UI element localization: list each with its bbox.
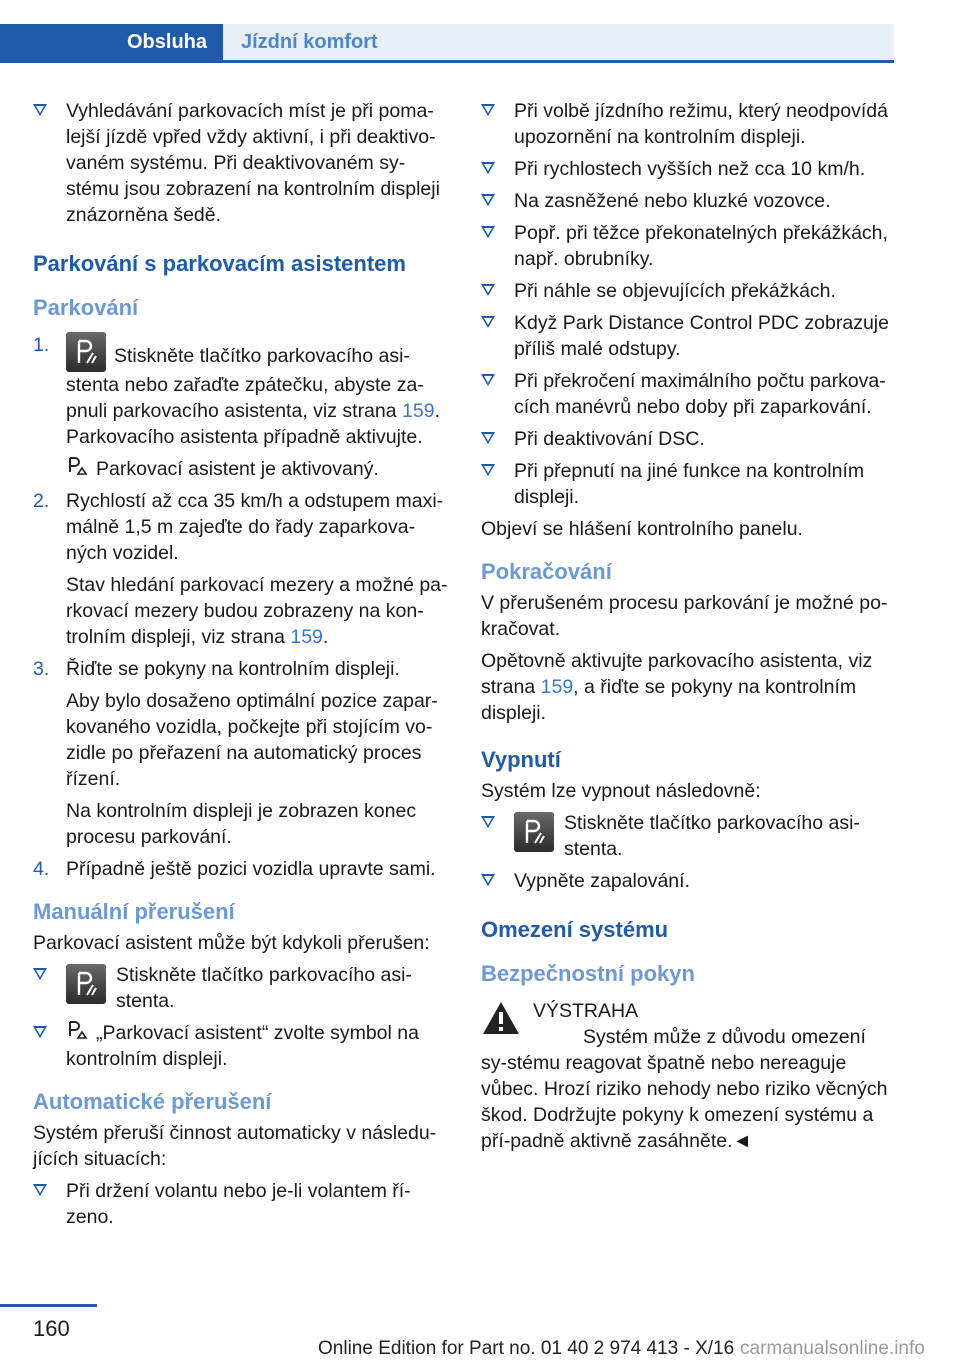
bullet-triangle-icon [481, 816, 495, 828]
step-sub [66, 572, 448, 650]
parking-assist-symbol-icon [66, 1020, 90, 1042]
bullet-triangle-icon [33, 1026, 47, 1038]
bullet-text: Když Park Distance Control PDC zobrazuje příliš malé odstupy. [514, 312, 889, 360]
bullet-item [33, 962, 448, 1014]
watermark: carmanualsonline.info [740, 1338, 925, 1359]
bullet-triangle-icon [481, 874, 495, 886]
bullet-item [481, 810, 896, 862]
tab-jizdni-komfort-label: Jízdní komfort [241, 30, 378, 53]
step-number: 4. [33, 858, 50, 880]
right-column [481, 98, 896, 1154]
paragraph: Objeví se hlášení kontrolního panelu. [481, 518, 803, 540]
bullet-text: Vyhledávání parkovacích míst je při poma‐lejší jízdě vpřed vždy aktivní, i při deaktivo‐vaném systému. Při deaktivovaném sy‐stému jsou zobrazení na kontrolním displeji znázorněna šedě. [66, 100, 440, 226]
edition-text: Online Edition for Part no. 01 40 2 974 413 - X/16 [318, 1338, 735, 1359]
sub-text: Parkovací asistent je aktivovaný. [96, 458, 379, 480]
footer-line [0, 1304, 97, 1307]
step-sub: Aby bylo dosaženo optimální pozice zapar‐kovaného vozidla, počkejte při stojícím vo‐zidle po přeřazení na automatický proces řízení. [66, 690, 438, 790]
bullet-item [481, 868, 896, 894]
paragraph: Systém přeruší činnost automaticky v následu‐jících situacích: [33, 1122, 437, 1170]
bullet-item [33, 98, 448, 228]
paragraph-text: , a řiďte se pokyny na kontrolním displeji. [481, 676, 857, 724]
paragraph: Systém lze vypnout následovně: [481, 780, 761, 802]
bullet-triangle-icon [481, 284, 495, 296]
bullet-text: Popř. při těžce překonatelných překážkách, např. obrubníky. [514, 222, 888, 270]
tab-jizdni-komfort[interactable] [223, 24, 894, 60]
tab-divider [0, 60, 894, 63]
step-1 [33, 332, 448, 482]
bullet-text: „Parkovací asistent“ zvolte symbol na kontrolním displeji. [66, 1022, 419, 1070]
bullet-triangle-icon [481, 374, 495, 386]
bullet-item [481, 156, 896, 182]
sub-text: Stav hledání parkovací mezery a možné pa‐rkovací mezery budou zobrazeny na kon‐trolním displeji, viz strana [66, 574, 448, 648]
tab-obsluha-label: Obsluha [126, 30, 207, 53]
warning-block [481, 998, 896, 1154]
warning-title: VÝSTRAHA [533, 1000, 639, 1022]
step-4 [33, 856, 448, 882]
paragraph: V přerušeném procesu parkování je možné po‐kračovat. [481, 592, 888, 640]
bullet-item [481, 98, 896, 150]
bullet-triangle-icon [481, 226, 495, 238]
bullet-item [481, 368, 896, 420]
paragraph: Parkovací asistent může být kdykoli přerušen: [33, 932, 430, 954]
bullet-triangle-icon [481, 432, 495, 444]
parking-assist-button-icon [514, 812, 554, 852]
bullet-item [481, 426, 896, 452]
heading-auto-interrupt: Automatické přerušení [33, 1089, 272, 1114]
heading-manual-interrupt: Manuální přerušení [33, 899, 235, 924]
heading-parking: Parkování [33, 295, 139, 320]
bullet-item [33, 1178, 448, 1230]
page-number: 160 [33, 1316, 70, 1341]
page-link[interactable]: 159 [540, 676, 574, 698]
paragraph-text: Opětovně aktivujte parkovacího asistenta, viz strana [481, 650, 873, 698]
bullet-item [481, 188, 896, 214]
bullet-item [481, 458, 896, 510]
bullet-item [481, 278, 896, 304]
page-link[interactable]: 159 [402, 400, 435, 422]
step-text: Případně ještě pozici vozidla upravte sami. [66, 858, 436, 880]
sub-text: . [322, 626, 329, 648]
bullet-triangle-icon [481, 316, 495, 328]
left-column [33, 98, 448, 1236]
step-sub: Na kontrolním displeji je zobrazen konec procesu parkování. [66, 800, 417, 848]
bullet-text: Vypněte zapalování. [514, 870, 690, 892]
bullet-triangle-icon [481, 464, 495, 476]
heading-safety: Bezpečnostní pokyn [481, 961, 695, 986]
bullet-item [481, 220, 896, 272]
chapter-tabs [0, 24, 894, 62]
heading-parking-assist: Parkování s parkovacím asistentem [33, 251, 406, 276]
bullet-text: Stiskněte tlačítko parkovacího asi‐stenta. [564, 812, 860, 860]
bullet-item [481, 310, 896, 362]
step-3 [33, 656, 448, 850]
step-sub [66, 456, 448, 482]
step-number: 3. [33, 658, 50, 680]
bullet-text: Při překročení maximálního počtu parkova‐cích manévrů nebo doby při zaparkování. [514, 370, 886, 418]
step-text: Stiskněte tlačítko parkovacího asi‐stenta nebo zařaďte zpátečku, abyste za‐pnuli parkovacího asistenta, viz strana [66, 345, 424, 422]
bullet-text: Při přepnutí na jiné funkce na kontrolním displeji. [514, 460, 865, 508]
step-number: 1. [33, 334, 50, 356]
step-text: . Parkovacího asistenta případně aktivujte. [66, 400, 440, 448]
bullet-triangle-icon [481, 104, 495, 116]
bullet-triangle-icon [33, 968, 47, 980]
bullet-text: Při deaktivování DSC. [514, 428, 705, 450]
step-2 [33, 488, 448, 650]
bullet-text: Při držení volantu nebo je-li volantem ří‐zeno. [66, 1180, 411, 1228]
bullet-triangle-icon [481, 194, 495, 206]
parking-assist-button-icon [66, 332, 106, 372]
heading-limits: Omezení systému [481, 917, 669, 942]
bullet-text: Stiskněte tlačítko parkovacího asi‐stenta. [116, 964, 412, 1012]
bullet-text: Při náhle se objevujících překážkách. [514, 280, 836, 302]
warning-triangle-icon [481, 1000, 521, 1043]
step-text: Rychlostí až cca 35 km/h a odstupem maxi‐málně 1,5 m zajeďte do řady zaparkova‐ných vozidel. [66, 490, 444, 564]
bullet-text: Na zasněžené nebo kluzké vozovce. [514, 190, 831, 212]
bullet-item [33, 1020, 448, 1072]
tab-obsluha[interactable] [0, 24, 223, 60]
warning-text: Systém může z důvodu omezení sy‐stému reagovat špatně nebo nereaguje vůbec. Hrozí riziko nehody nebo riziko věcných škod. Dodržujte pokyny k omezení systému a pří‐padně aktivně zasáhněte.◄ [481, 1026, 888, 1152]
paragraph [481, 648, 896, 726]
parking-assist-button-icon [66, 964, 106, 1004]
bullet-text: Při rychlostech vyšších než cca 10 km/h. [514, 158, 866, 180]
bullet-triangle-icon [33, 104, 47, 116]
bullet-triangle-icon [33, 1184, 47, 1196]
heading-off: Vypnutí [481, 747, 561, 772]
parking-assist-symbol-icon [66, 456, 90, 478]
heading-continue: Pokračování [481, 559, 612, 584]
bullet-text: Při volbě jízdního režimu, který neodpovídá upozornění na kontrolním displeji. [514, 100, 888, 148]
page-link[interactable]: 159 [290, 626, 323, 648]
step-text: Řiďte se pokyny na kontrolním displeji. [66, 658, 400, 680]
step-number: 2. [33, 490, 50, 512]
bullet-triangle-icon [481, 162, 495, 174]
